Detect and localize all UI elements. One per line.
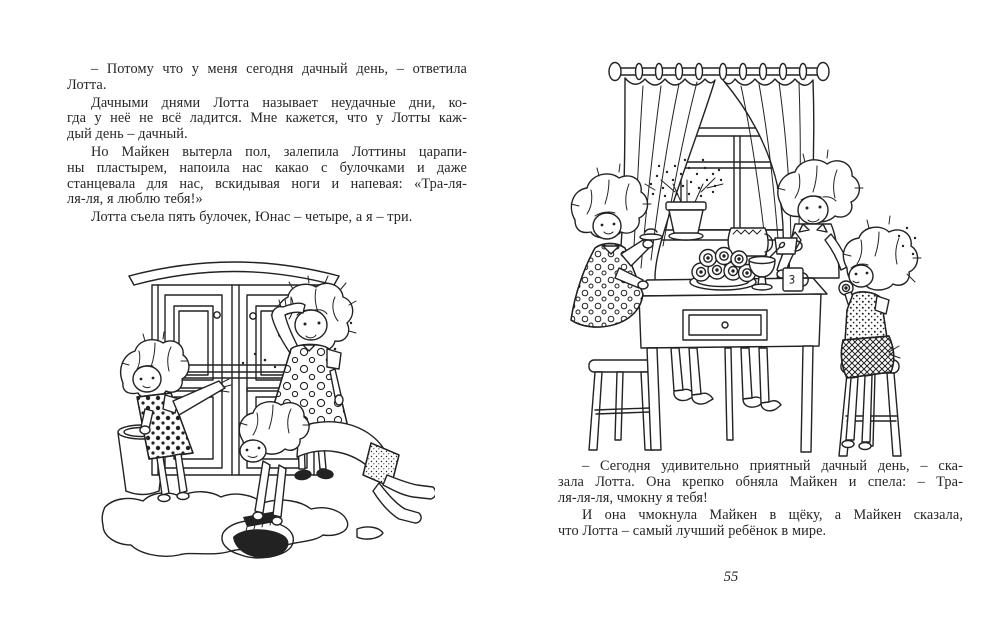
curtain-rings [636, 64, 807, 80]
illustration-floor-cleaning [95, 245, 435, 575]
illustration-kitchen-table [555, 42, 985, 462]
text-line: зала Лотта. Она крепко обняла Майкен и спела: – Тра- [558, 473, 963, 490]
text-line: ля-ля-ля, чмокну я тебя! [558, 489, 708, 506]
left-page-text [67, 62, 467, 226]
kitchen-table [633, 278, 827, 452]
text-line: И она чмокнула Майкен в щёку, а Майкен сказала, [582, 507, 963, 524]
text-line: ны пластырем, напоила нас какао с булочками и даже [67, 159, 467, 176]
text-line: Дачными днями Лотта называет неудачные дни, ко- [91, 94, 467, 111]
text-line: дый день – дачный. [67, 126, 188, 143]
page-number: 55 [723, 569, 739, 585]
girl-mia [571, 164, 653, 327]
paragraph [558, 508, 963, 540]
text-line: гда у неё не всё ладится. Мне кажется, что у Лотты каж- [67, 110, 467, 127]
girl-lotta [839, 216, 921, 450]
text-line: Лотта. [67, 76, 107, 93]
text-line: Но Майкен вытерла пол, залепила Лоттины царапи- [91, 143, 467, 160]
paragraph [67, 210, 467, 226]
paragraph [67, 62, 467, 94]
right-page-text [558, 459, 963, 540]
text-line: что Лотта – самый лучший ребёнок в мире. [558, 523, 827, 540]
text-line: Лотта съела пять булочек, Юнас – четыре, а я – три. [91, 209, 413, 226]
text-line: – Сегодня удивительно приятный дачный день, – ска- [582, 458, 963, 474]
paragraph [67, 145, 467, 208]
text-line: станцевала для нас, вскидывая ноги и напевая: «Тра-ля- [67, 175, 467, 192]
text-line: – Потому что у меня сегодня дачный день, – ответила [91, 61, 467, 77]
curtain-rod [609, 63, 829, 81]
text-line: ля-ля, я люблю тебя!» [67, 191, 203, 208]
butter-dish [640, 234, 662, 240]
paragraph [67, 96, 467, 143]
left-stool [589, 360, 653, 450]
paragraph [558, 459, 963, 506]
